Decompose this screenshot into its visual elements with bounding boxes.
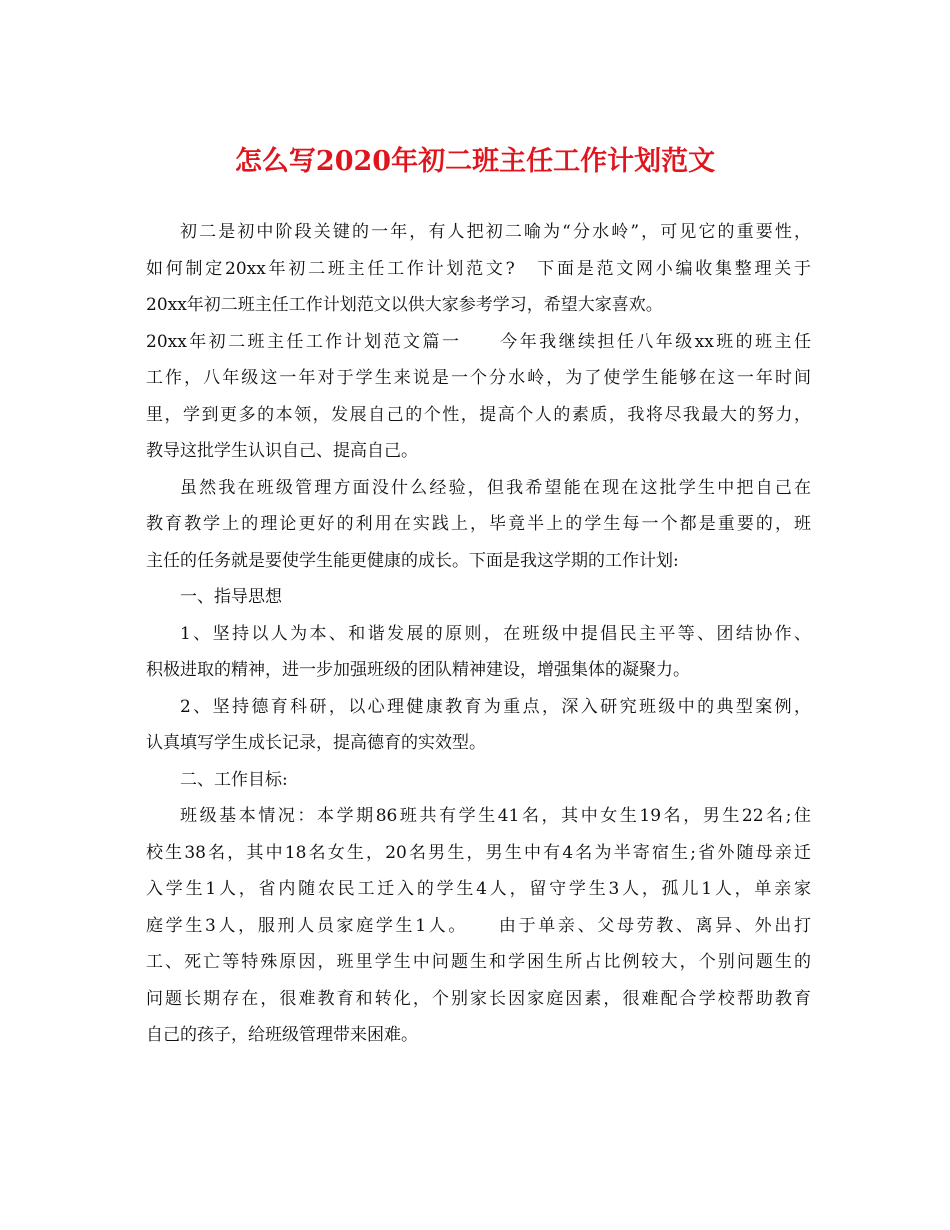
text-line: 1、坚持以人为本、和谐发展的原则，在班级中提倡民主平等、团结协作、 [180,623,811,644]
text-line: 二、工作目标: [180,769,288,790]
text-line: 一、指导思想 [180,587,282,607]
text-line: 20xx年初二班主任工作计划范文篇一 今年我继续担任八年级xx班的班主任 [146,331,811,352]
text-line: 入学生1人，省内随农民工迁入的学生4人，留守学生3人，孤儿1人，单亲家 [146,879,811,899]
text-line: 庭学生3人，服刑人员家庭学生1人。 由于单亲、父母劳教、离异、外出打 [146,915,811,936]
text-line: 班级基本情况：本学期86班共有学生41名，其中女生19名，男生22名;住 [180,806,811,826]
text-line: 20xx年初二班主任工作计划范文以供大家参考学习，希望大家喜欢。 [146,295,663,315]
text-line: 认真填写学生成长记录，提高德育的实效型。 [146,733,486,753]
text-line: 积极进取的精神，进一步加强班级的团队精神建设，增强集体的凝聚力。 [146,660,690,680]
text-line: 主任的任务就是要使学生能更健康的成长。下面是我这学期的工作计划: [146,550,679,571]
document-body [146,214,811,1054]
text-line: 校生38名，其中18名女生，20名男生，男生中有4名为半寄宿生;省外随母亲迁 [146,842,811,863]
text-line: 如何制定20xx年初二班主任工作计划范文? 下面是范文网小编收集整理关于 [146,258,811,279]
text-line: 教育教学上的理论更好的利用在实践上，毕竟半上的学生每一个都是重要的，班 [146,514,811,534]
text-line: 里，学到更多的本领，发展自己的个性，提高个人的素质，我将尽我最大的努力， [146,404,811,425]
document-title: 怎么写2020年初二班主任工作计划范文 [234,146,716,177]
text-line: 自己的孩子，给班级管理带来困难。 [146,1025,418,1045]
text-line: 教导这批学生认识自己、提高自己。 [146,441,418,461]
text-line: 初二是初中阶段关键的一年，有人把初二喻为“分水岭”，可见它的重要性， [180,222,811,242]
text-line: 虽然我在班级管理方面没什么经验，但我希望能在现在这批学生中把自己在 [180,477,811,498]
text-line: 工作，八年级这一年对于学生来说是一个分水岭，为了使学生能够在这一年时间 [146,368,811,388]
text-line: 2、坚持德育科研，以心理健康教育为重点，深入研究班级中的典型案例， [180,696,811,717]
text-line: 问题长期存在，很难教育和转化，个别家长因家庭因素，很难配合学校帮助教育 [146,988,811,1009]
text-line: 工、死亡等特殊原因，班里学生中问题生和学困生所占比例较大，个别问题生的 [146,952,811,972]
